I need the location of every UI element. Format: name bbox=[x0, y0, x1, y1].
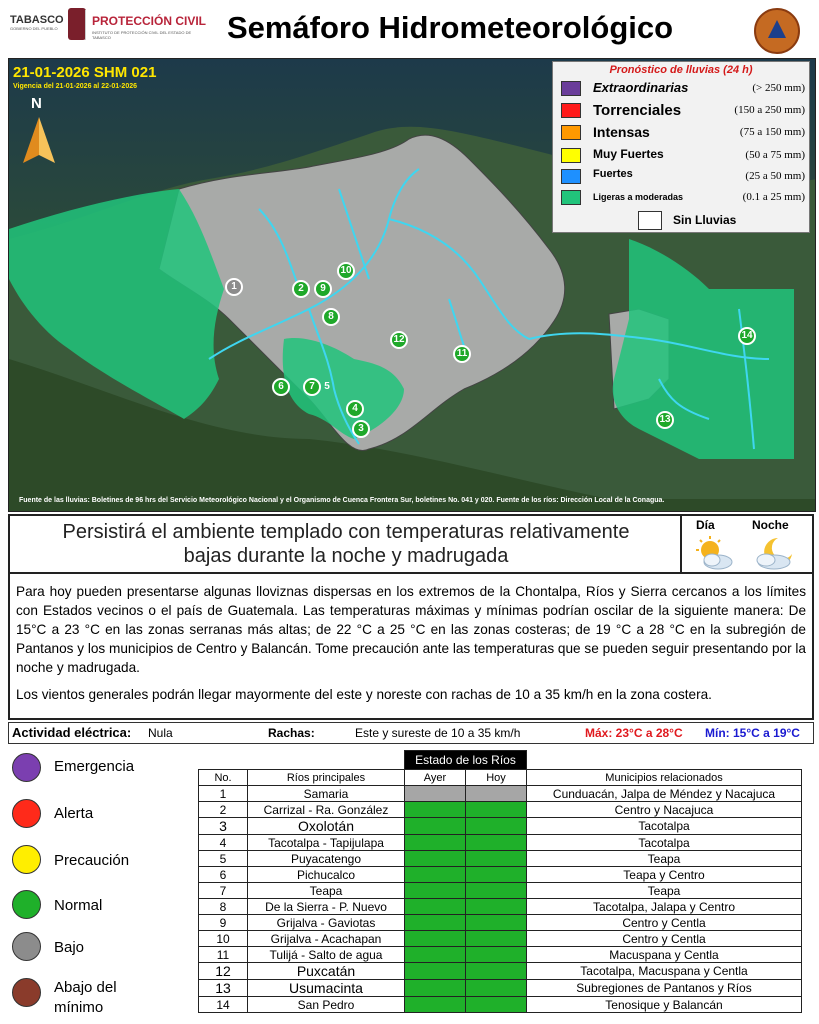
municipios-cell: Teapa bbox=[527, 883, 802, 899]
river-number: 11 bbox=[199, 947, 248, 963]
legend-item-extraordinarias bbox=[561, 80, 805, 98]
municipios-cell: Centro y Centla bbox=[527, 915, 802, 931]
municipios-cell: Tenosique y Balancán bbox=[527, 997, 802, 1013]
river-number: 9 bbox=[199, 915, 248, 931]
river-name: San Pedro bbox=[248, 997, 405, 1013]
status-hoy-cell bbox=[466, 883, 527, 899]
validity-range: Vigencia del 21-01-2026 al 22-01-2026 bbox=[13, 83, 138, 90]
status-ayer-cell bbox=[405, 835, 466, 851]
status-label-alerta: Alerta bbox=[54, 805, 94, 822]
legend-swatch bbox=[561, 169, 581, 184]
forecast-headline-line-1: Persistirá el ambiente templado con temperaturas relativamente bbox=[62, 521, 630, 543]
forecast-paragraph-2: Los vientos generales podrán llegar mayormente del este y noreste con rachas de 10 a 35 km/h en la zona costera. bbox=[16, 687, 712, 702]
status-hoy-cell bbox=[466, 947, 527, 963]
table-row bbox=[199, 883, 802, 899]
weather-info-bar bbox=[8, 722, 814, 744]
partly-sunny-icon bbox=[694, 536, 734, 570]
legend-range: (25 a 50 mm) bbox=[745, 170, 805, 182]
river-marker-4[interactable]: 4 bbox=[346, 400, 364, 418]
rachas-value: Este y sureste de 10 a 35 km/h bbox=[355, 726, 521, 740]
legend-swatch bbox=[561, 103, 581, 118]
river-name: Teapa bbox=[248, 883, 405, 899]
legend-swatch-sin-lluvias bbox=[638, 211, 662, 230]
legend-item-intensas bbox=[561, 124, 805, 142]
river-marker-5[interactable]: 5 bbox=[324, 381, 330, 392]
river-number: 12 bbox=[199, 963, 248, 980]
legend-item-torrenciales bbox=[561, 102, 805, 120]
status-hoy-cell bbox=[466, 915, 527, 931]
municipios-cell: Subregiones de Pantanos y Ríos bbox=[527, 980, 802, 997]
divider bbox=[680, 516, 682, 572]
north-label: N bbox=[31, 95, 42, 112]
river-name: Puxcatán bbox=[248, 963, 405, 980]
table-row bbox=[199, 931, 802, 947]
municipios-cell: Cunduacán, Jalpa de Méndez y Nacajuca bbox=[527, 786, 802, 802]
header-divider bbox=[85, 10, 86, 40]
column-header-hoy: Hoy bbox=[466, 770, 527, 786]
river-name: Tulijá - Salto de agua bbox=[248, 947, 405, 963]
river-number: 8 bbox=[199, 899, 248, 915]
rachas-label: Rachas: bbox=[268, 726, 315, 740]
status-hoy-cell bbox=[466, 786, 527, 802]
status-ayer-cell bbox=[405, 851, 466, 867]
table-row bbox=[199, 867, 802, 883]
municipios-cell: Tacotalpa bbox=[527, 818, 802, 835]
river-marker-12[interactable]: 12 bbox=[390, 331, 408, 349]
tabasco-shield-icon bbox=[68, 8, 86, 40]
river-number: 4 bbox=[199, 835, 248, 851]
river-number: 2 bbox=[199, 802, 248, 818]
status-ayer-cell bbox=[405, 980, 466, 997]
river-marker-14[interactable]: 14 bbox=[738, 327, 756, 345]
status-hoy-cell bbox=[466, 835, 527, 851]
cloudy-night-icon bbox=[752, 534, 800, 570]
legend-range: (50 a 75 mm) bbox=[745, 149, 805, 161]
status-ayer-cell bbox=[405, 786, 466, 802]
municipios-cell: Centro y Centla bbox=[527, 931, 802, 947]
source-note: Fuente de las lluvias: Boletines de 96 hrs del Servicio Meteorológico Nacional y el Organismo de Cuenca Frontera Sur, boletines No. 041 y 020. Fuente de los ríos: Dirección Local de la Conagua. bbox=[19, 497, 665, 504]
river-number: 3 bbox=[199, 818, 248, 835]
legend-range: (0.1 a 25 mm) bbox=[742, 191, 805, 203]
table-row bbox=[199, 980, 802, 997]
legend-range: (150 a 250 mm) bbox=[734, 104, 805, 116]
municipios-cell: Macuspana y Centla bbox=[527, 947, 802, 963]
table-row bbox=[199, 818, 802, 835]
day-label: Día bbox=[696, 518, 715, 532]
river-name: Tacotalpa - Tapijulapa bbox=[248, 835, 405, 851]
bulletin-code: 21-01-2026 SHM 021 bbox=[13, 64, 157, 81]
forecast-headline-line-2: bajas durante la noche y madrugada bbox=[183, 545, 509, 567]
rain-legend bbox=[552, 61, 810, 233]
status-hoy-cell bbox=[466, 980, 527, 997]
column-header-rios: Ríos principales bbox=[248, 770, 405, 786]
river-marker-7[interactable]: 7 bbox=[303, 378, 321, 396]
status-ayer-cell bbox=[405, 947, 466, 963]
legend-item-fuertes bbox=[561, 168, 805, 186]
status-hoy-cell bbox=[466, 818, 527, 835]
status-ayer-cell bbox=[405, 802, 466, 818]
table-row bbox=[199, 835, 802, 851]
legend-label: Ligeras a moderadas bbox=[593, 192, 684, 202]
river-name: Samaria bbox=[248, 786, 405, 802]
status-hoy-cell bbox=[466, 963, 527, 980]
status-hoy-cell bbox=[466, 997, 527, 1013]
status-label-bajo: Bajo bbox=[54, 939, 85, 956]
legend-swatch bbox=[561, 190, 581, 205]
legend-label: Muy Fuertes bbox=[593, 147, 664, 161]
table-row bbox=[199, 899, 802, 915]
status-hoy-cell bbox=[466, 851, 527, 867]
legend-label: Torrenciales bbox=[593, 102, 682, 119]
status-ayer-cell bbox=[405, 931, 466, 947]
civil-protection-seal-icon bbox=[754, 8, 800, 54]
column-header-municipios: Municipios relacionados bbox=[527, 770, 802, 786]
status-ayer-cell bbox=[405, 899, 466, 915]
status-hoy-cell bbox=[466, 931, 527, 947]
river-marker-10[interactable]: 10 bbox=[337, 262, 355, 280]
table-row bbox=[199, 947, 802, 963]
tabasco-logo bbox=[10, 14, 64, 31]
status-ayer-cell bbox=[405, 915, 466, 931]
river-number: 14 bbox=[199, 997, 248, 1013]
river-name: Grijalva - Gaviotas bbox=[248, 915, 405, 931]
legend-label: Fuertes bbox=[593, 168, 633, 180]
status-label-normal: Normal bbox=[54, 897, 103, 914]
forecast-headline bbox=[14, 520, 678, 568]
table-row bbox=[199, 786, 802, 802]
status-ayer-cell bbox=[405, 883, 466, 899]
legend-item-muy-fuertes bbox=[561, 147, 805, 165]
page-header bbox=[0, 0, 819, 58]
rain-forecast-map bbox=[8, 58, 816, 512]
table-row bbox=[199, 851, 802, 867]
river-marker-2[interactable]: 2 bbox=[292, 280, 310, 298]
river-name: Grijalva - Acachapan bbox=[248, 931, 405, 947]
status-hoy-cell bbox=[466, 802, 527, 818]
electric-activity-value: Nula bbox=[148, 726, 173, 740]
river-name: De la Sierra - P. Nuevo bbox=[248, 899, 405, 915]
legend-label-sin-lluvias: Sin Lluvias bbox=[673, 213, 737, 227]
river-marker-6[interactable]: 6 bbox=[272, 378, 290, 396]
status-dot-bajo bbox=[12, 932, 41, 961]
legend-swatch bbox=[561, 148, 581, 163]
status-ayer-cell bbox=[405, 963, 466, 980]
column-header-no: No. bbox=[199, 770, 248, 786]
municipios-cell: Teapa bbox=[527, 851, 802, 867]
status-dot-precaucion bbox=[12, 845, 41, 874]
municipios-cell: Centro y Nacajuca bbox=[527, 802, 802, 818]
status-dot-normal bbox=[12, 890, 41, 919]
river-number: 5 bbox=[199, 851, 248, 867]
electric-activity-label: Actividad eléctrica: bbox=[12, 725, 132, 740]
legend-label: Extraordinarias bbox=[593, 80, 689, 95]
status-hoy-cell bbox=[466, 899, 527, 915]
river-name: Oxolotán bbox=[248, 818, 405, 835]
status-dot-abajo-del-minimo bbox=[12, 978, 41, 1007]
river-marker-11[interactable]: 11 bbox=[453, 345, 471, 363]
municipios-cell: Tacotalpa, Jalapa y Centro bbox=[527, 899, 802, 915]
legend-range: (75 a 150 mm) bbox=[739, 126, 805, 138]
page-title: Semáforo Hidrometeorológico bbox=[226, 10, 674, 45]
status-label-emergencia: Emergencia bbox=[54, 758, 135, 775]
status-hoy-cell bbox=[466, 867, 527, 883]
legend-range: (> 250 mm) bbox=[752, 82, 805, 94]
river-marker-1[interactable]: 1 bbox=[225, 278, 243, 296]
river-number: 10 bbox=[199, 931, 248, 947]
river-name: Carrizal - Ra. González bbox=[248, 802, 405, 818]
tabasco-logo-subtext: GOBIERNO DEL PUEBLO bbox=[10, 26, 58, 31]
tabasco-logo-text: TABASCO bbox=[10, 14, 64, 26]
status-label-abajo-del-minimo: Abajo del mínimo bbox=[54, 979, 117, 1016]
min-temperature: Mín: 15°C a 19°C bbox=[705, 726, 800, 740]
status-dot-alerta bbox=[12, 799, 41, 828]
table-row bbox=[199, 802, 802, 818]
forecast-description bbox=[8, 574, 814, 720]
status-ayer-cell bbox=[405, 997, 466, 1013]
legend-title: Pronóstico de lluvias (24 h) bbox=[609, 64, 753, 76]
legend-swatch bbox=[561, 81, 581, 96]
rivers-state-title: Estado de los Ríos bbox=[405, 751, 527, 770]
legend-label: Intensas bbox=[593, 124, 650, 140]
table-row bbox=[199, 997, 802, 1013]
proteccion-civil-subtext: INSTITUTO DE PROTECCIÓN CIVIL DEL ESTADO DE TABASCO bbox=[92, 30, 192, 40]
forecast-paragraph-1: Para hoy pueden presentarse algunas lloviznas dispersas en los extremos de la Chontalpa, Ríos y Sierra cercanos a los límites con Estados vecinos o el país de Guatemala. Las temperaturas máximas y mínimas podrían oscilar de la siguiente manera: De 15°C a 23 °C en las zonas serranas más altas; de 22 °C a 25 °C en las zonas costeras; de 19 °C a 28 °C en la subregión de Pantanos y los municipios de Centro y Balancán. Tome precaución ante las temperaturas que se pueden seguir presentando por la noche y madrugada. bbox=[16, 584, 806, 675]
status-ayer-cell bbox=[405, 867, 466, 883]
river-marker-3[interactable]: 3 bbox=[352, 420, 370, 438]
river-number: 13 bbox=[199, 980, 248, 997]
max-temperature: Máx: 23°C a 28°C bbox=[585, 726, 683, 740]
status-dot-emergencia bbox=[12, 753, 41, 782]
municipios-cell: Teapa y Centro bbox=[527, 867, 802, 883]
rivers-status-table bbox=[198, 750, 802, 1013]
river-number: 6 bbox=[199, 867, 248, 883]
municipios-cell: Tacotalpa, Macuspana y Centla bbox=[527, 963, 802, 980]
river-name: Pichucalco bbox=[248, 867, 405, 883]
river-number: 1 bbox=[199, 786, 248, 802]
night-label: Noche bbox=[752, 518, 789, 532]
river-number: 7 bbox=[199, 883, 248, 899]
table-row bbox=[199, 915, 802, 931]
proteccion-civil-logo: PROTECCIÓN CIVIL bbox=[92, 14, 207, 28]
column-header-ayer: Ayer bbox=[405, 770, 466, 786]
status-ayer-cell bbox=[405, 818, 466, 835]
river-name: Puyacatengo bbox=[248, 851, 405, 867]
river-marker-13[interactable]: 13 bbox=[656, 411, 674, 429]
status-label-precaucion: Precaución bbox=[54, 852, 130, 869]
table-row bbox=[199, 963, 802, 980]
forecast-headline-box bbox=[8, 514, 814, 574]
river-marker-8[interactable]: 8 bbox=[322, 308, 340, 326]
municipios-cell: Tacotalpa bbox=[527, 835, 802, 851]
river-marker-9[interactable]: 9 bbox=[314, 280, 332, 298]
legend-swatch bbox=[561, 125, 581, 140]
rivers-table-body bbox=[199, 786, 802, 1013]
legend-item-ligeras bbox=[561, 189, 805, 207]
river-name: Usumacinta bbox=[248, 980, 405, 997]
